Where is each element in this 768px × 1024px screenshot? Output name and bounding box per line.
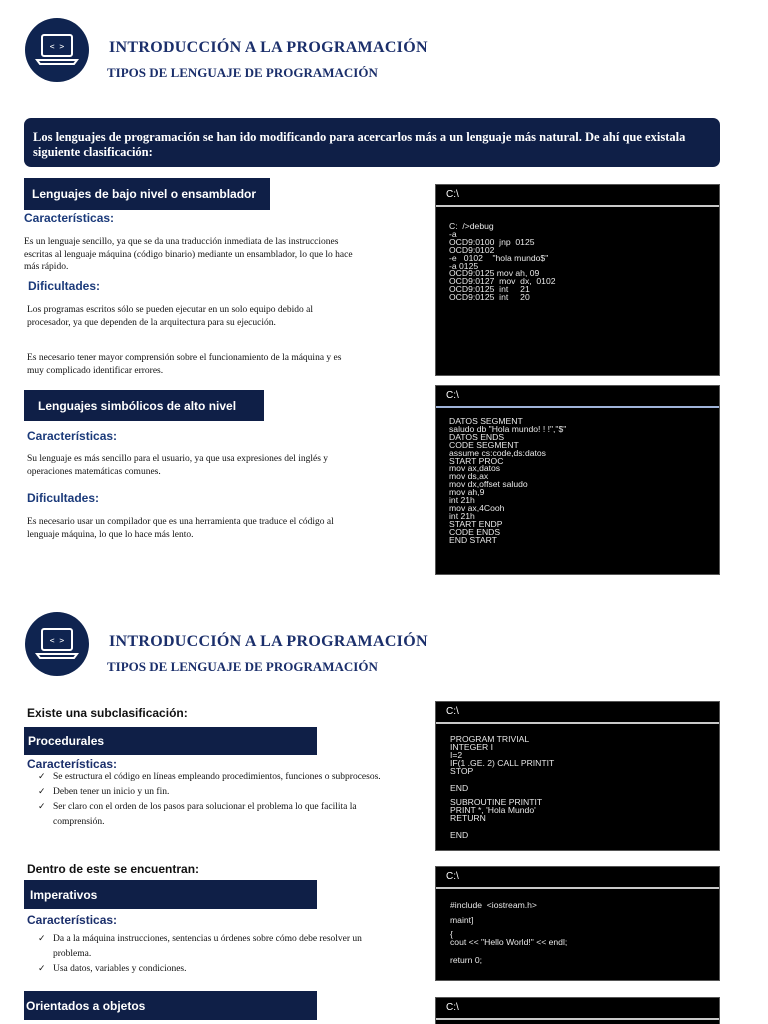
list-item: ✓ Da a la máquina instrucciones, sentencias u órdenes sobre cómo debe resolver un problema. bbox=[38, 934, 362, 959]
subclass-heading: Existe una subclasificación: bbox=[27, 706, 188, 720]
high-level-features-heading: Características: bbox=[27, 429, 118, 443]
high-level-difficulties-heading: Dificultades: bbox=[27, 491, 100, 505]
terminal-window-fortran bbox=[435, 701, 720, 851]
logo-badge bbox=[25, 612, 89, 676]
laptop-code-icon bbox=[25, 612, 89, 676]
page-subtitle: TIPOS DE LENGUAJE DE PROGRAMACIÓN bbox=[107, 659, 378, 674]
terminal-window-debug bbox=[435, 184, 720, 376]
list-item: ✓ Se estructura el código en líneas empleando procedimientos, funciones o subprocesos. bbox=[36, 770, 386, 785]
list-item: ✓ Usa datos, variables y condiciones. bbox=[36, 962, 381, 977]
check-icon: ✓ bbox=[38, 934, 46, 944]
logo-badge bbox=[25, 18, 89, 82]
terminal-code: SUBROUTINE PRINTIT PRINT *, 'Hola Mundo' RETURN bbox=[450, 797, 543, 823]
list-item: ✓ Ser claro con el orden de los pasos para solucionar el problema lo que facilita la comprensión. bbox=[38, 802, 357, 827]
procedural-features-heading: Características: bbox=[27, 757, 118, 771]
page-title: INTRODUCCIÓN A LA PROGRAMACIÓN bbox=[109, 633, 428, 650]
terminal-title: C:\ bbox=[436, 702, 719, 724]
check-icon: ✓ bbox=[38, 802, 46, 812]
terminal-window-assembly bbox=[435, 385, 720, 575]
terminal-code: { cout << "Hello World!" << endl; bbox=[450, 929, 568, 947]
oop-label: Orientados a objetos bbox=[24, 991, 317, 1020]
terminal-code: #include <iostream.h> bbox=[450, 900, 537, 910]
terminal-code: PROGRAM TRIVIAL INTEGER I I=2 IF(1 .GE. 2) CALL PRINTIT STOP bbox=[450, 734, 555, 776]
terminal-title: C:\ bbox=[436, 867, 719, 889]
imperative-features-heading: Características: bbox=[27, 913, 118, 927]
imperative-label: Imperativos bbox=[24, 880, 317, 909]
terminal-code: END bbox=[450, 783, 469, 793]
laptop-code-icon bbox=[25, 18, 89, 82]
terminal-code: maint] bbox=[450, 915, 474, 925]
check-icon: ✓ bbox=[38, 964, 46, 974]
list-item: ✓ Deben tener un inicio y un fin. bbox=[36, 785, 386, 800]
imperative-feature-list bbox=[36, 932, 381, 977]
terminal-code: return 0; bbox=[450, 955, 483, 965]
procedural-label: Procedurales bbox=[24, 727, 317, 755]
terminal-window-cpp bbox=[435, 866, 720, 981]
terminal-code: DATOS SEGMENT saludo db "Hola mundo! ! !","$" DATOS ENDS CODE SEGMENT assume cs:code,ds:datos START PROC mov ax,datos mov ds,ax mov dx,offset saludo mov ah,9 int 21h mov ax,4Cooh int 21h START ENDP CODE ENDS END START bbox=[449, 416, 567, 545]
low-level-difficulties-text-1: Los programas escritos sólo se pueden ejecutar en un solo equipo debido al procesador, ya que dependen de la arquitectura para su ejecución. bbox=[27, 305, 313, 328]
low-level-features-heading: Características: bbox=[24, 211, 115, 225]
page-title: INTRODUCCIÓN A LA PROGRAMACIÓN bbox=[109, 39, 428, 56]
high-level-label: Lenguajes simbólicos de alto nivel bbox=[24, 390, 264, 421]
terminal-title: C:\ bbox=[436, 998, 719, 1020]
terminal-window-oop bbox=[435, 997, 720, 1024]
page-subtitle: TIPOS DE LENGUAJE DE PROGRAMACIÓN bbox=[107, 65, 378, 80]
check-icon: ✓ bbox=[38, 772, 46, 782]
low-level-features-text: Es un lenguaje sencillo, ya que se da una traducción inmediata de las instrucciones escritas al lenguaje máquina (código binario) mediante un ensamblador, lo que lo hace más rápido. bbox=[24, 237, 353, 272]
procedural-feature-list bbox=[36, 770, 386, 830]
check-icon: ✓ bbox=[38, 787, 46, 797]
low-level-difficulties-text-2: Es necesario tener mayor comprensión sobre el funcionamiento de la máquina y es muy complicado identificar errores. bbox=[27, 353, 342, 376]
intro-banner: Los lenguajes de programación se han ido modificando para acercarlos más a un lenguaje más natural. De ahí que existala siguiente clasificación: bbox=[24, 118, 720, 167]
high-level-features-text: Su lenguaje es más sencillo para el usuario, ya que usa expresiones del inglés y operaciones matemáticas comunes. bbox=[27, 454, 329, 477]
terminal-title: C:\ bbox=[436, 185, 719, 207]
low-level-label: Lenguajes de bajo nivel o ensamblador bbox=[24, 178, 270, 210]
terminal-code: C: />debug -a OCD9:0100 jnp 0125 OCD9:0102 -e 0102 "hola mundo$" -a 0125 OCD9:0125 mov ah, 09 OCD9:0127 mov dx, 0102 OCD9:0125 int 21 OCD9:0125 int 20 bbox=[449, 221, 556, 303]
svg-text:< >: < > bbox=[49, 42, 65, 51]
within-heading: Dentro de este se encuentran: bbox=[27, 862, 200, 876]
low-level-difficulties-heading: Dificultades: bbox=[28, 279, 101, 293]
terminal-code: END bbox=[450, 830, 469, 840]
high-level-difficulties-text: Es necesario usar un compilador que es una herramienta que traduce el código al lenguaje máquina, lo que lo hace más lento. bbox=[27, 517, 334, 540]
svg-text:< >: < > bbox=[49, 636, 65, 645]
terminal-title: C:\ bbox=[436, 386, 719, 408]
